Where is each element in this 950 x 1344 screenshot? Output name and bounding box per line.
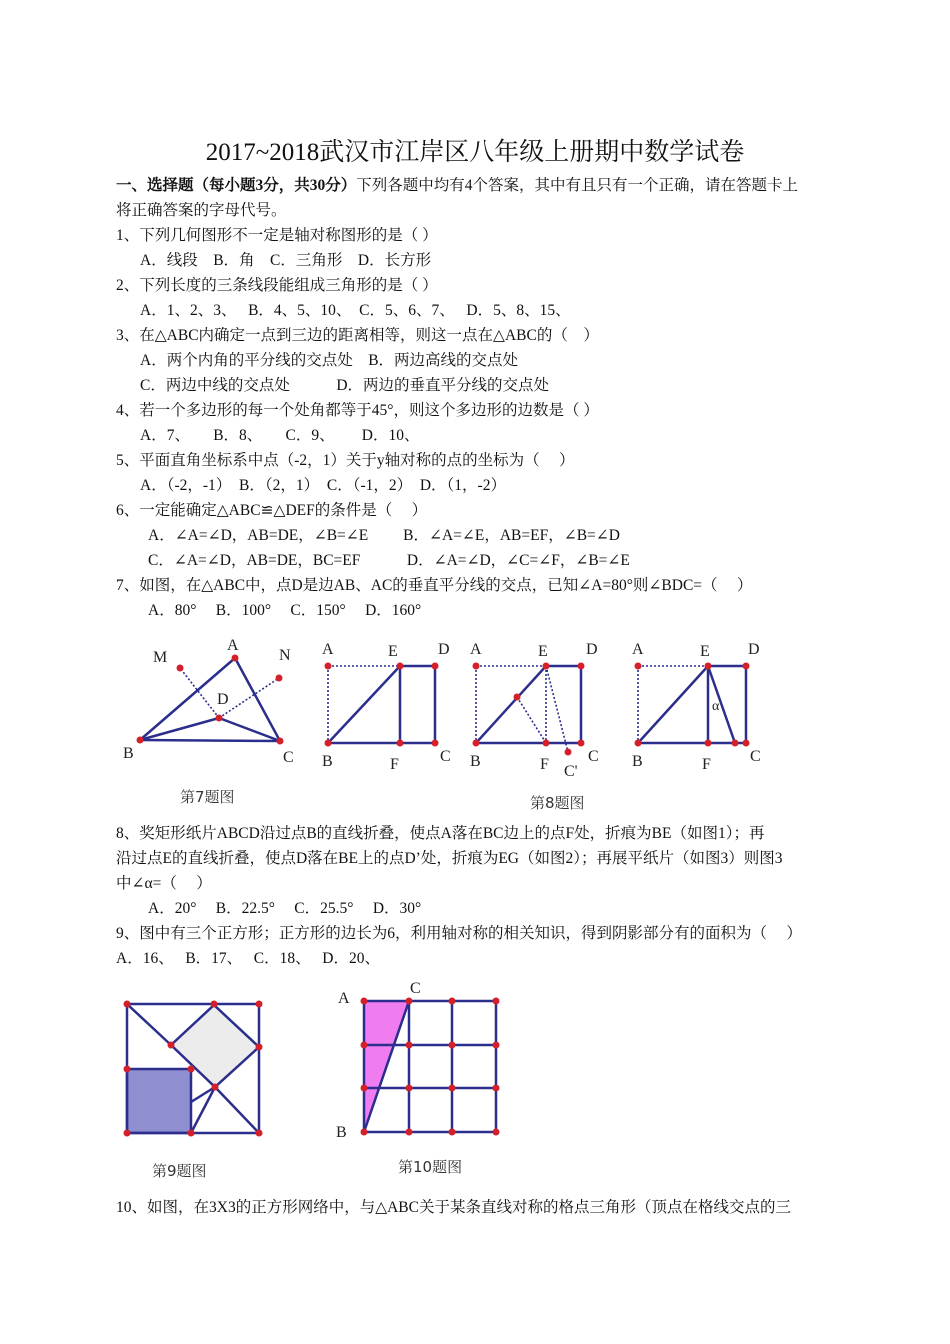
- figure-9: [115, 992, 275, 1142]
- fig8-p1-label-d: D: [438, 641, 450, 658]
- fig7-triangle: [140, 658, 280, 741]
- fig9-caption: 第9题图: [152, 1162, 207, 1180]
- q5-options: A．（-2，-1） B．（2，1） C．（-1，2） D．（1，-2）: [140, 477, 506, 494]
- q6-stem: 6、一定能确定△ABC≌△DEF的条件是（ ）: [116, 502, 428, 519]
- fig8-p2-label-f: F: [540, 756, 549, 773]
- fig7-point-n: [276, 675, 283, 682]
- q8-line-1: 8、奖矩形纸片ABCD沿过点B的直线折叠，使点A落在BC边上的点F处，折痕为BE（如图1）；再: [116, 825, 765, 842]
- fig8-panel-1: [322, 641, 451, 773]
- fig8-p3-label-c: C: [750, 748, 761, 765]
- fig8-p1-label-c: C: [440, 748, 451, 765]
- section-1-intro: 下列各题中均有4个答案，其中有且只有一个正确，请在答题卡上: [356, 177, 799, 194]
- page-title: 2017~2018武汉市江岸区八年级上册期中数学试卷: [205, 139, 745, 166]
- fig8-p1-label-b: B: [322, 753, 333, 770]
- q10-stem: 10、如图，在3X3的正方形网络中，与△ABC关于某条直线对称的格点三角形（顶点在格线交点的三: [116, 1199, 791, 1216]
- q6-options-ab: A．∠A=∠D，AB=DE，∠B=∠E B．∠A=∠E，AB=EF，∠B=∠D: [148, 527, 620, 544]
- fig10-label-c: C: [410, 980, 421, 997]
- fig8-p2-label-c-prime: C': [564, 763, 578, 780]
- fig8-p3-label-a: A: [632, 641, 644, 658]
- q3-options-ab: A．两个内角的平分线的交点处 B．两边高线的交点处: [140, 352, 519, 369]
- figure-10: [330, 975, 510, 1145]
- q5-stem: 5、平面直角坐标系中点（-2，1）关于y轴对称的点的坐标为（ ）: [116, 452, 575, 469]
- fig8-p3-label-alpha: α: [712, 699, 720, 714]
- fig10-label-b: B: [336, 1124, 347, 1141]
- q8-line-2: 沿过点E的直线折叠，使点D落在BE上的点D’处，折痕为EG（如图2）；再展平纸片（如图3）则图3: [116, 850, 783, 867]
- fig8-p2-label-e: E: [538, 643, 548, 660]
- fig7-point-b: [137, 737, 144, 744]
- q8-options: A．20° B．22.5° C．25.5° D．30°: [148, 900, 422, 917]
- q4-stem: 4、若一个多边形的每一个处角都等于45°，则这个多边形的边数是（ ）: [116, 402, 599, 419]
- q3-options-cd: C．两边中线的交点处 D．两边的垂直平分线的交点处: [140, 377, 550, 394]
- fig7-label-n: N: [279, 647, 291, 664]
- section-1-header: [116, 176, 798, 196]
- fig7-label-c: C: [283, 749, 294, 766]
- fig10-label-a: A: [338, 990, 350, 1007]
- figure-8: [318, 636, 774, 781]
- q2-stem: 2、下列长度的三条线段能组成三角形的是（ ）: [116, 277, 438, 294]
- fig8-p3-label-b: B: [632, 753, 643, 770]
- q9-options: A．16、 B．17、 C．18、 D．20、: [116, 950, 380, 967]
- q3-stem: 3、在△ABC内确定一点到三边的距离相等，则这一点在△ABC的（ ）: [116, 327, 599, 344]
- fig7-label-a: A: [227, 637, 239, 654]
- fig7-point-d: [216, 715, 223, 722]
- q7-options: A．80° B．100° C．150° D．160°: [148, 602, 422, 619]
- fig8-p3-label-d: D: [748, 641, 760, 658]
- fig7-label-d: D: [217, 691, 229, 708]
- fig7-caption: 第7题图: [180, 788, 235, 806]
- fig9-shaded-square: [127, 1069, 191, 1133]
- fig8-p2-label-c: C: [588, 748, 599, 765]
- q7-stem: 7、如图，在△ABC中，点D是边AB、AC的垂直平分线的交点，已知∠A=80°则∠BDC=（ ）: [116, 577, 753, 594]
- q9-stem: 9、图中有三个正方形；正方形的边长为6，利用轴对称的相关知识，得到阴影部分有的面积为（ ）: [116, 925, 802, 942]
- fig7-dc: [219, 718, 280, 741]
- fig8-panel-3: [632, 641, 761, 773]
- q8-line-3: 中∠α=（ ）: [116, 875, 212, 892]
- fig8-p2-label-a: A: [470, 641, 482, 658]
- section-1-intro-cont: 将正确答案的字母代号。: [116, 202, 287, 219]
- fig8-p2-label-b: B: [470, 753, 481, 770]
- fig10-caption: 第10题图: [398, 1158, 463, 1176]
- fig8-p1-label-f: F: [390, 756, 399, 773]
- q4-options: A．7、 B．8、 C．9、 D．10、: [140, 427, 420, 444]
- fig8-p3-label-f: F: [702, 756, 711, 773]
- fig7-point-c: [277, 738, 284, 745]
- fig7-point-m: [177, 665, 184, 672]
- fig7-label-b: B: [123, 745, 134, 762]
- fig8-panel-2: [470, 641, 599, 780]
- fig8-caption: 第8题图: [530, 794, 585, 812]
- fig8-p2-label-d: D: [586, 641, 598, 658]
- q1-options: A．线段 B．角 C．三角形 D．长方形: [140, 252, 432, 269]
- fig8-p1-label-a: A: [322, 641, 334, 658]
- fig7-point-a: [232, 655, 239, 662]
- fig8-p3-label-e: E: [700, 643, 710, 660]
- q2-options: A．1、2、3、 B．4、5、10、 C．5、6、7、 D．5、8、15、: [140, 302, 571, 319]
- fig7-label-m: M: [153, 649, 168, 666]
- q6-options-cd: C．∠A=∠D，AB=DE，BC=EF D．∠A=∠D，∠C=∠F，∠B=∠E: [148, 552, 630, 569]
- fig8-p1-label-e: E: [388, 643, 398, 660]
- figure-7: [115, 630, 310, 775]
- q1-stem: 1、下列几何图形不一定是轴对称图形的是（ ）: [116, 227, 438, 244]
- section-1-heading: 一、选择题（每小题3分，共30分）: [116, 177, 357, 194]
